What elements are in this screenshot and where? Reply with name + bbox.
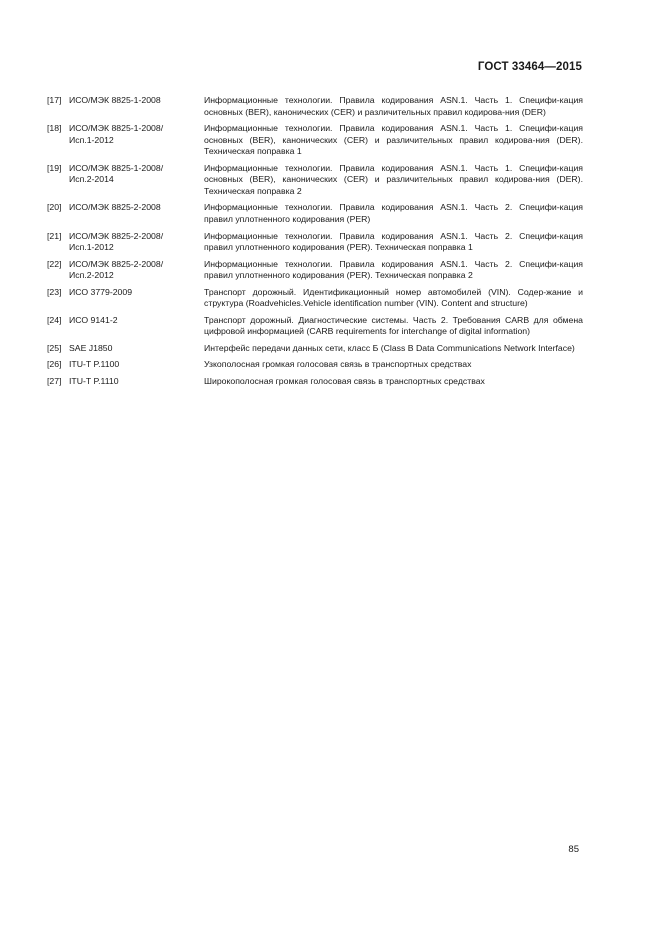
entry-standard-code: ИСО/МЭК 8825-1-2008/ Исп.1-2012: [69, 123, 164, 145]
entry-standard-code: ИСО/МЭК 8825-2-2008: [69, 202, 161, 213]
entry-title: Информационные технологии. Правила кодирования ASN.1. Часть 1. Специфи-кация основных (BER), канонических (CER) и различительных правил кодирова-ния (DER): [204, 95, 583, 117]
bibliography-entry-17: [47, 95, 583, 118]
bibliography-entry-19: [47, 163, 583, 198]
entry-standard-code: ITU-T P.1100: [69, 359, 120, 370]
entry-title: Информационные технологии. Правила кодирования ASN.1. Часть 1. Специфи-кация основных (BER), канонических (CER) и различительных правил кодирова-ния (DER). Техническая поправка 2: [204, 162, 583, 196]
entry-number: [27]: [47, 375, 62, 386]
bibliography-entry-23: [47, 287, 583, 310]
entry-title: Информационные технологии. Правила кодирования ASN.1. Часть 2. Специфи-кация правил уплотненного кодирования (PER). Техническая поправка 2: [204, 258, 583, 281]
entry-title: Транспорт дорожный. Диагностические системы. Часть 2. Требования CARB для обмена цифровой информацией (CARB requirements for interchange of digital information): [204, 314, 583, 337]
entry-standard-code: SAE J1850: [69, 342, 113, 353]
bibliography-entry-20: [47, 202, 583, 225]
bibliography-entry-27: [47, 376, 583, 388]
entry-number: [23]: [47, 286, 62, 297]
entry-number: [26]: [47, 359, 62, 370]
entry-standard-code: ИСО 9141-2: [69, 314, 118, 325]
entry-title: Транспорт дорожный. Идентификационный номер автомобилей (VIN). Содер-жание и структура (Roadvehicles.Vehicle identification number (VIN). Content and structure): [204, 286, 583, 309]
document-number-header: ГОСТ 33464—2015: [477, 61, 582, 73]
entry-standard-code: ИСО/МЭК 8825-1-2008: [69, 95, 161, 105]
bibliography-entry-18: [47, 123, 583, 158]
bibliography-entry-26: [47, 359, 583, 371]
bibliography-entry-24: [47, 315, 583, 338]
entry-standard-code: ИСО/МЭК 8825-2-2008/ Исп.2-2012: [69, 258, 164, 281]
entry-number: [17]: [47, 95, 62, 105]
entry-title: Широкополосная громкая голосовая связь в транспортных средствах: [204, 375, 485, 386]
entry-title: Информационные технологии. Правила кодирования ASN.1. Часть 2. Специфи-кация правил уплотненного кодирования (PER): [204, 202, 583, 225]
entry-standard-code: ИСО/МЭК 8825-2-2008/ Исп.1-2012: [69, 230, 164, 253]
entry-standard-code: ITU-T P.1110: [69, 375, 119, 386]
entry-title: Информационные технологии. Правила кодирования ASN.1. Часть 2. Специфи-кация правил уплотненного кодирования (PER). Техническая поправка 1: [204, 230, 583, 253]
entry-number: [22]: [47, 258, 62, 269]
bibliography-list: [47, 95, 583, 392]
page-number: 85: [568, 844, 579, 855]
entry-number: [21]: [47, 230, 62, 241]
bibliography-entry-21: [47, 231, 583, 254]
bibliography-entry-22: [47, 259, 583, 282]
entry-number: [18]: [47, 123, 62, 134]
entry-number: [20]: [47, 202, 62, 213]
entry-number: [25]: [47, 342, 62, 353]
entry-standard-code: ИСО/МЭК 8825-1-2008/ Исп.2-2014: [69, 162, 164, 185]
entry-number: [24]: [47, 314, 62, 325]
entry-title: Информационные технологии. Правила кодирования ASN.1. Часть 1. Специфи-кация основных (BER), канонических (CER) и различительных правил кодирова-ния (DER). Техническая поправка 1: [204, 123, 583, 157]
entry-number: [19]: [47, 162, 62, 173]
entry-title: Интерфейс передачи данных сети, класс Б (Class B Data Communications Network Interface): [204, 342, 575, 353]
entry-standard-code: ИСО 3779-2009: [69, 286, 133, 297]
entry-title: Узкополосная громкая голосовая связь в транспортных средствах: [204, 359, 472, 370]
bibliography-entry-25: [47, 343, 583, 355]
